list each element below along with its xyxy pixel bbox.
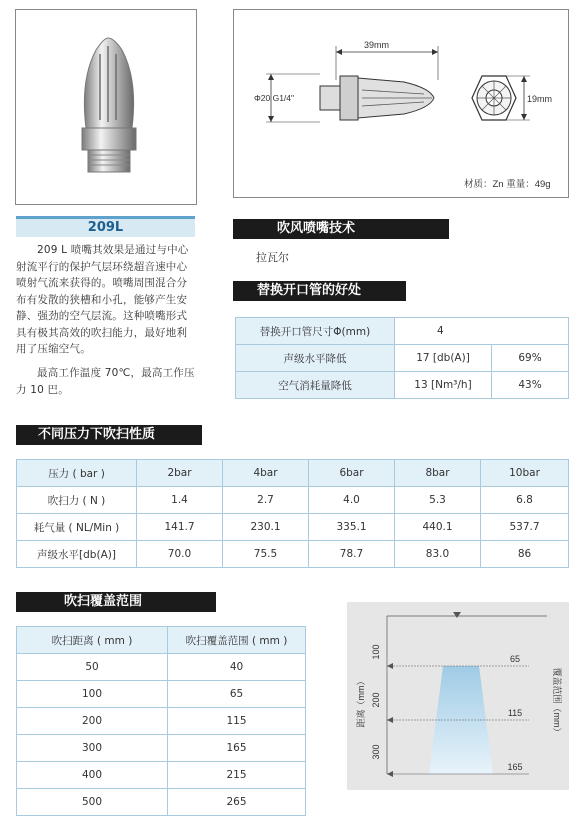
table-row [17,487,569,514]
column-header: 压力 ( bar ) [17,460,137,487]
table-cell: 50 [17,654,168,681]
table-cell: 75.5 [223,541,309,568]
pressure-header: 不同压力下吹扫性质 [16,425,210,445]
model-label: 209L [16,219,195,237]
table-cell: 86 [481,541,569,568]
table-cell: 6.8 [481,487,569,514]
tech-subtitle: 拉瓦尔 [256,251,289,264]
length-dimension: 39mm [364,40,390,50]
table-row [17,681,306,708]
nozzle-marker-icon [453,612,461,618]
table-cell: 100 [17,681,168,708]
table-cell: 2.7 [223,487,309,514]
table-cell: 69% [492,345,569,372]
table-cell: 440.1 [395,514,481,541]
table-header-row [17,627,306,654]
column-header: 2bar [137,460,223,487]
distance-tick-100: 100 [371,644,381,660]
table-cell: 声级水平降低 [236,345,395,372]
column-header: 吹扫覆盖范围 ( mm ) [168,627,306,654]
pressure-table [16,459,569,568]
table-row [17,762,306,789]
distance-tick-300: 300 [371,744,381,760]
table-row [17,514,569,541]
table-cell: 5.3 [395,487,481,514]
table-cell: 265 [168,789,306,816]
table-row [17,735,306,762]
table-cell: 65 [168,681,306,708]
product-limits: 最高工作温度 70℃，最高工作压力 10 巴。 [16,367,195,396]
table-cell: 215 [168,762,306,789]
table-cell: 17 [db(A)] [395,345,492,372]
nozzle-drawing [234,10,568,197]
coverage-table [16,626,306,816]
thread-dimension: Φ20 G1/4" [254,93,295,103]
column-header: 8bar [395,460,481,487]
distance-tick-200: 200 [371,692,381,708]
table-cell: 300 [17,735,168,762]
table-row [17,708,306,735]
width-label-165: 165 [507,762,523,772]
table-row [17,541,569,568]
table-cell: 70.0 [137,541,223,568]
table-cell: 13 [Nm³/h] [395,372,492,399]
benefits-header: 替换开口管的好处 [233,281,414,301]
technical-drawing-frame [233,9,569,198]
table-row [17,654,306,681]
table-cell: 230.1 [223,514,309,541]
table-row [236,372,569,399]
table-cell: 43% [492,372,569,399]
column-header: 10bar [481,460,569,487]
product-photo-frame [15,9,197,205]
width-label-65: 65 [509,654,521,664]
coverage-header: 吹扫覆盖范围 [16,592,224,612]
table-cell: 500 [17,789,168,816]
table-cell: 空气消耗量降低 [236,372,395,399]
table-cell: 200 [17,708,168,735]
table-header-row [17,460,569,487]
column-header: 吹扫距离 ( mm ) [17,627,168,654]
table-cell: 4 [395,318,569,345]
table-cell: 4.0 [309,487,395,514]
table-cell: 537.7 [481,514,569,541]
table-cell: 141.7 [137,514,223,541]
table-cell: 1.4 [137,487,223,514]
width-dimension: 19mm [527,94,553,104]
table-cell: 115 [168,708,306,735]
benefits-table [235,317,569,399]
table-row [236,318,569,345]
table-row [17,789,306,816]
table-cell: 400 [17,762,168,789]
row-label: 吹扫力 ( N ) [17,487,137,514]
coverage-axis-label: 覆盖范围（mm） [552,667,562,737]
column-header: 4bar [223,460,309,487]
column-header: 6bar [309,460,395,487]
table-row [236,345,569,372]
row-label: 声级水平[db(A)] [17,541,137,568]
tech-header: 吹风喷嘴技术 [233,219,457,239]
nozzle-photo [16,10,196,204]
coverage-diagram [347,602,569,790]
table-cell: 替换开口管尺寸Φ(mm) [236,318,395,345]
table-cell: 335.1 [309,514,395,541]
table-cell: 83.0 [395,541,481,568]
row-label: 耗气量 ( NL/Min ) [17,514,137,541]
table-cell: 40 [168,654,306,681]
table-cell: 78.7 [309,541,395,568]
width-label-115: 115 [507,708,523,718]
material-weight: 材质：Zn 重量：49g [464,179,551,190]
table-cell: 165 [168,735,306,762]
product-description: 209 L 喷嘴其效果是通过与中心射流平行的保护气层环绕超音速中心喷射气流来获得的。喷嘴周围混合分布有发散的狭槽和小孔，能够产生安静、强劲的空气层流。这种喷嘴形式具有极其高效的吹扫能力，最好地利用了压缩空气。 [16,244,189,355]
distance-axis-label: 距离（mm） [356,676,366,728]
